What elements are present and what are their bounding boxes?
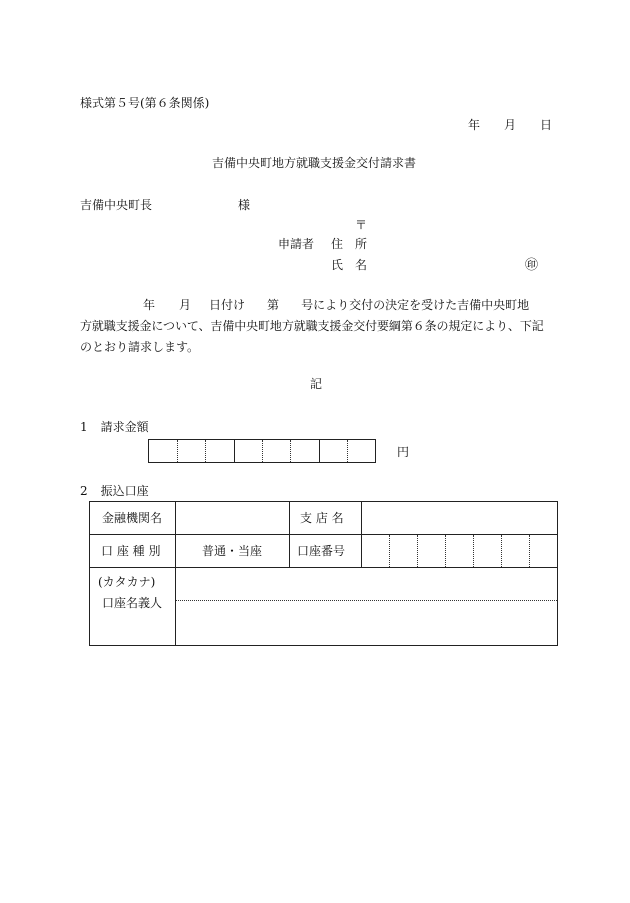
account-number-input[interactable]	[362, 535, 557, 567]
amount-divider	[234, 440, 235, 462]
body-line-1: 年 月 日付け 第 号により交付の決定を受けた吉備中央町地	[143, 298, 530, 312]
katakana-label: (カタカナ)	[98, 575, 156, 589]
branch-name-label: 支 店 名	[300, 511, 344, 525]
bank-name-input[interactable]	[176, 502, 289, 534]
body-line-2: 方就職支援金について、吉備中央町地方就職支援金交付要綱第６条の規定により、下記	[80, 319, 544, 333]
table-rule	[289, 502, 290, 567]
seal-mark: ㊞	[525, 258, 539, 273]
bank-name-label: 金融機関名	[102, 511, 163, 525]
name-label: 氏 名	[331, 258, 368, 272]
yen-unit: 円	[397, 445, 410, 459]
date-year: 年	[468, 118, 481, 132]
claim-amount-field[interactable]	[148, 439, 376, 463]
document-title: 吉備中央町地方就職支援金交付請求書	[212, 156, 417, 170]
postal-mark: 〒	[355, 218, 368, 232]
date-day: 日	[540, 118, 553, 132]
amount-divider	[290, 440, 291, 462]
branch-name-input[interactable]	[362, 502, 557, 534]
address-label: 住 所	[331, 237, 368, 251]
amount-divider	[347, 440, 348, 462]
addressee-honorific: 様	[238, 198, 251, 212]
form-number: 様式第５号(第６条関係)	[80, 96, 210, 110]
date-line	[468, 119, 552, 131]
account-type-value: 普通・当座	[202, 544, 263, 558]
section-2-heading: 2 振込口座	[80, 484, 149, 498]
account-type-label: 口 座 種 別	[101, 544, 161, 558]
amount-divider	[319, 440, 320, 462]
date-month: 月	[504, 118, 517, 132]
section-1-heading: 1 請求金額	[80, 420, 149, 434]
amount-divider	[205, 440, 206, 462]
account-table	[89, 501, 558, 646]
addressee-name: 吉備中央町長	[80, 198, 153, 212]
ki-heading: 記	[310, 377, 323, 391]
applicant-label: 申請者	[278, 237, 315, 251]
account-number-label: 口座番号	[297, 544, 346, 558]
amount-divider	[262, 440, 263, 462]
holder-katakana-input[interactable]	[176, 568, 557, 600]
holder-name-input[interactable]	[176, 601, 557, 645]
amount-divider	[177, 440, 178, 462]
account-holder-label: 口座名義人	[102, 596, 163, 610]
body-line-3: のとおり請求します。	[80, 340, 200, 354]
